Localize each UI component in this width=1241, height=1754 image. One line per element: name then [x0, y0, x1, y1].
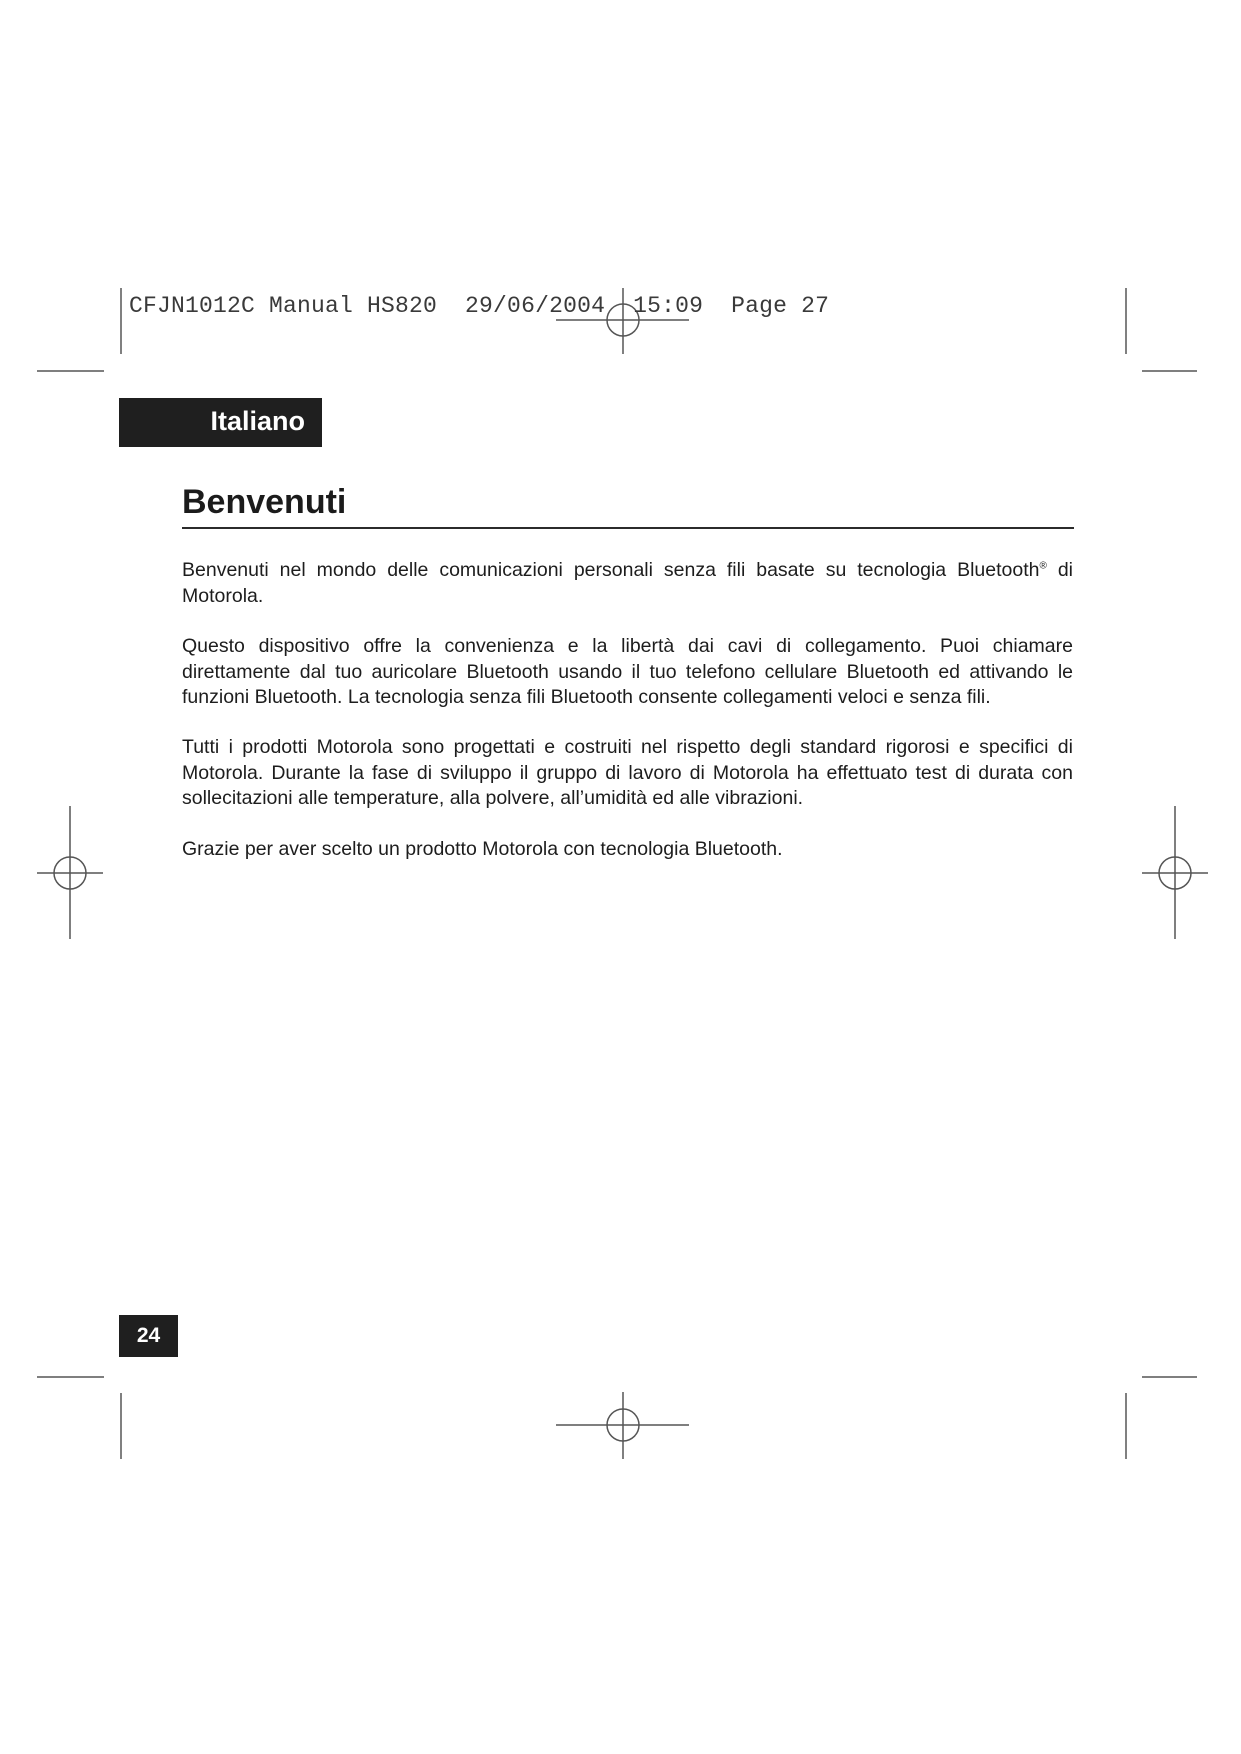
registration-mark-right — [1142, 806, 1208, 939]
paragraph-quality: Tutti i prodotti Motorola sono progettati e costruiti nel rispetto degli standard rigorosi e specifici di Motorola. Durante la fase di sviluppo il gruppo di lavoro di Motorola ha effettuato test di durata con sollecitazioni alle temperature, alla polvere, all’umidità ed alle vibrazioni. — [182, 736, 1073, 809]
paragraph-intro-text: Benvenuti nel mondo delle comunicazioni personali senza fili basate su tecnologia Bluetooth — [182, 559, 1040, 581]
page-number: 24 — [119, 1315, 178, 1357]
print-header: CFJN1012C Manual HS820 29/06/2004 15:09 Page 27 — [129, 293, 830, 319]
page-title: Benvenuti — [182, 483, 347, 521]
language-tab: Italiano — [119, 398, 322, 447]
paragraph-intro-end: di Motorola. — [182, 559, 1073, 607]
registered-mark: ® — [1039, 560, 1047, 572]
registration-mark-bottom — [556, 1392, 689, 1459]
paragraph-device: Questo dispositivo offre la convenienza e la libertà dai cavi di collegamento. Puoi chiamare direttamente dal tuo auricolare Bluetooth usando il tuo telefono cellulare Bluetooth ed attivando le funzioni Bluetooth. La tecnologia senza fili Bluetooth consente collegamenti veloci e senza fili. — [182, 635, 1073, 708]
paragraph-thanks: Grazie per aver scelto un prodotto Motorola con tecnologia Bluetooth. — [182, 838, 783, 860]
paragraph-intro — [182, 558, 1073, 609]
registration-mark-left — [37, 806, 103, 939]
title-underline — [182, 527, 1074, 529]
